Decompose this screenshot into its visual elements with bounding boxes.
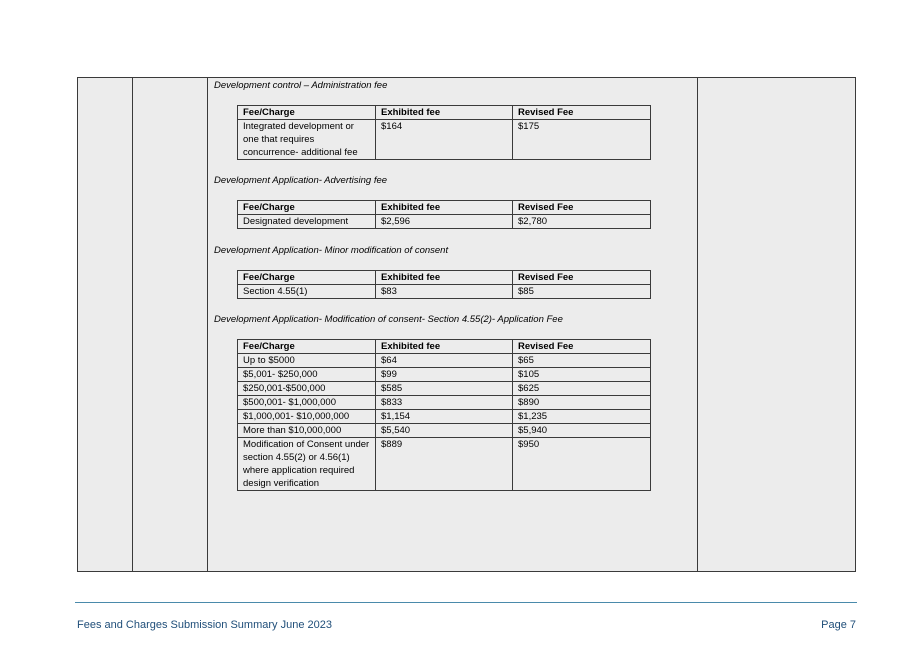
exhibited-fee-cell: $833: [376, 396, 513, 410]
section-title: Development Application- Minor modification of consent: [214, 245, 449, 256]
header-exhibited-fee: Exhibited fee: [376, 201, 513, 215]
fee-charge-cell: $5,001- $250,000: [238, 368, 376, 382]
table-row: [238, 354, 651, 368]
revised-fee-cell: $175: [513, 120, 651, 160]
revised-fee-cell: $85: [513, 285, 651, 299]
table-row: [238, 438, 651, 491]
table-row: [238, 410, 651, 424]
header-revised-fee: Revised Fee: [513, 106, 651, 120]
table-row: [238, 424, 651, 438]
fee-charge-cell: Section 4.55(1): [238, 285, 376, 299]
revised-fee-cell: $2,780: [513, 215, 651, 229]
section-title: Development Application- Advertising fee: [214, 175, 388, 186]
fee-charge-cell: Integrated development or one that requires concurrence- additional fee: [238, 120, 376, 160]
exhibited-fee-cell: $5,540: [376, 424, 513, 438]
page-table-frame: [77, 77, 856, 572]
exhibited-fee-cell: $2,596: [376, 215, 513, 229]
exhibited-fee-cell: $1,154: [376, 410, 513, 424]
exhibited-fee-cell: $64: [376, 354, 513, 368]
header-exhibited-fee: Exhibited fee: [376, 271, 513, 285]
exhibited-fee-cell: $889: [376, 438, 513, 491]
footer-divider: [75, 602, 857, 603]
fee-table: [237, 270, 651, 299]
column-divider: [207, 78, 208, 571]
fee-table: [237, 200, 651, 229]
table-row: [238, 120, 651, 160]
fee-charge-cell: $250,001-$500,000: [238, 382, 376, 396]
revised-fee-cell: $105: [513, 368, 651, 382]
header-revised-fee: Revised Fee: [513, 340, 651, 354]
footer-page-number: Page 7: [821, 619, 856, 631]
table-row: [238, 215, 651, 229]
column-divider: [697, 78, 698, 571]
table-header-row: [238, 340, 651, 354]
revised-fee-cell: $5,940: [513, 424, 651, 438]
revised-fee-cell: $625: [513, 382, 651, 396]
header-fee-charge: Fee/Charge: [238, 271, 376, 285]
table-header-row: [238, 106, 651, 120]
header-revised-fee: Revised Fee: [513, 201, 651, 215]
fee-charge-cell: More than $10,000,000: [238, 424, 376, 438]
header-fee-charge: Fee/Charge: [238, 201, 376, 215]
table-row: [238, 285, 651, 299]
revised-fee-cell: $890: [513, 396, 651, 410]
fee-table: [237, 105, 651, 160]
revised-fee-cell: $950: [513, 438, 651, 491]
table-header-row: [238, 201, 651, 215]
header-exhibited-fee: Exhibited fee: [376, 340, 513, 354]
fee-charge-cell: Up to $5000: [238, 354, 376, 368]
header-fee-charge: Fee/Charge: [238, 340, 376, 354]
fee-charge-cell: $500,001- $1,000,000: [238, 396, 376, 410]
fee-table: [237, 339, 651, 491]
exhibited-fee-cell: $99: [376, 368, 513, 382]
exhibited-fee-cell: $585: [376, 382, 513, 396]
section-title: Development Application- Modification of consent- Section 4.55(2)- Application Fee: [214, 314, 563, 325]
table-row: [238, 382, 651, 396]
exhibited-fee-cell: $83: [376, 285, 513, 299]
table-row: [238, 368, 651, 382]
fee-charge-cell: Designated development: [238, 215, 376, 229]
header-exhibited-fee: Exhibited fee: [376, 106, 513, 120]
column-divider: [132, 78, 133, 571]
table-row: [238, 396, 651, 410]
fee-charge-cell: $1,000,001- $10,000,000: [238, 410, 376, 424]
table-header-row: [238, 271, 651, 285]
header-fee-charge: Fee/Charge: [238, 106, 376, 120]
exhibited-fee-cell: $164: [376, 120, 513, 160]
revised-fee-cell: $1,235: [513, 410, 651, 424]
revised-fee-cell: $65: [513, 354, 651, 368]
fee-charge-cell: Modification of Consent under section 4.55(2) or 4.56(1) where application required design verification: [238, 438, 376, 491]
footer-document-title: Fees and Charges Submission Summary June 2023: [77, 619, 332, 631]
header-revised-fee: Revised Fee: [513, 271, 651, 285]
section-title: Development control – Administration fee: [214, 80, 388, 91]
